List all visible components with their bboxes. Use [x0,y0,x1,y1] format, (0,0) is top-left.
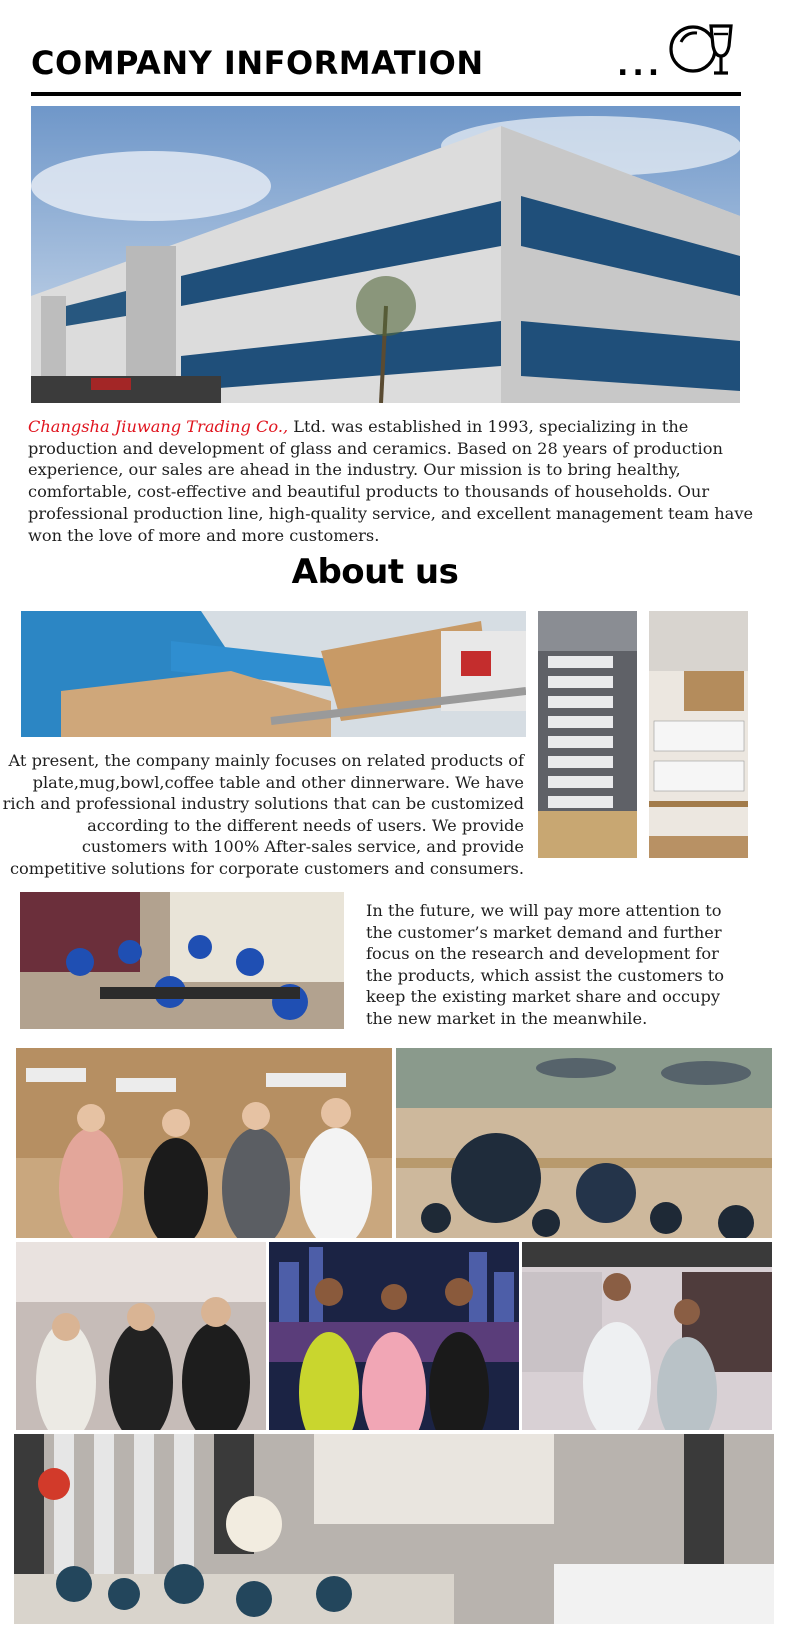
header-divider [31,92,741,96]
team-showroom-photo [16,1048,392,1238]
company-intro-text: Ltd. was established in 1993, specializing in the production and development of glass and ceramics. Based on 28 years of production experience, our sales are ahead in the industry. Our mission is to bring healthy, comfortable, cost-effective and beautiful products to thousands of households. Our professional production line, high-quality service, and excellent management team have won the love of more and more customers. [28,417,754,545]
dark-dinnerware-display-photo [396,1048,772,1238]
office-building-photo [31,106,740,403]
header-dots: ... [617,48,664,83]
page-title: COMPANY INFORMATION [31,44,484,82]
about-us-title: About us [291,552,459,592]
team-meeting-photo [20,892,344,1029]
company-name: Changsha Jiuwang Trading Co., [28,417,289,436]
night-skyline-group-photo [269,1242,519,1430]
expo-hall-pair-photo [522,1242,772,1430]
exhibition-hall-photo [14,1434,774,1624]
about-present-paragraph: At present, the company mainly focuses on related products of plate,mug,bowl,coffee table and other dinnerware. We have rich and professional industry solutions that can be customized according to the different needs of users. We provide customers with 100% After-sales service, and provide competitive solutions for corporate customers and consumers. [2,751,524,878]
company-intro-paragraph [28,416,758,546]
packing-workers-photo [21,611,526,737]
about-future-paragraph: In the future, we will pay more attention to the customer’s market demand and further focus on the research and development for the products, which assist the customers to keep the existing market share and occupy the new market in the meanwhile. [366,901,725,1028]
tableware-logo-icon [669,20,735,80]
showroom-shelves-photo [649,611,748,858]
stacked-plates-warehouse-photo [538,611,637,858]
trade-fair-team-photo [16,1242,266,1430]
